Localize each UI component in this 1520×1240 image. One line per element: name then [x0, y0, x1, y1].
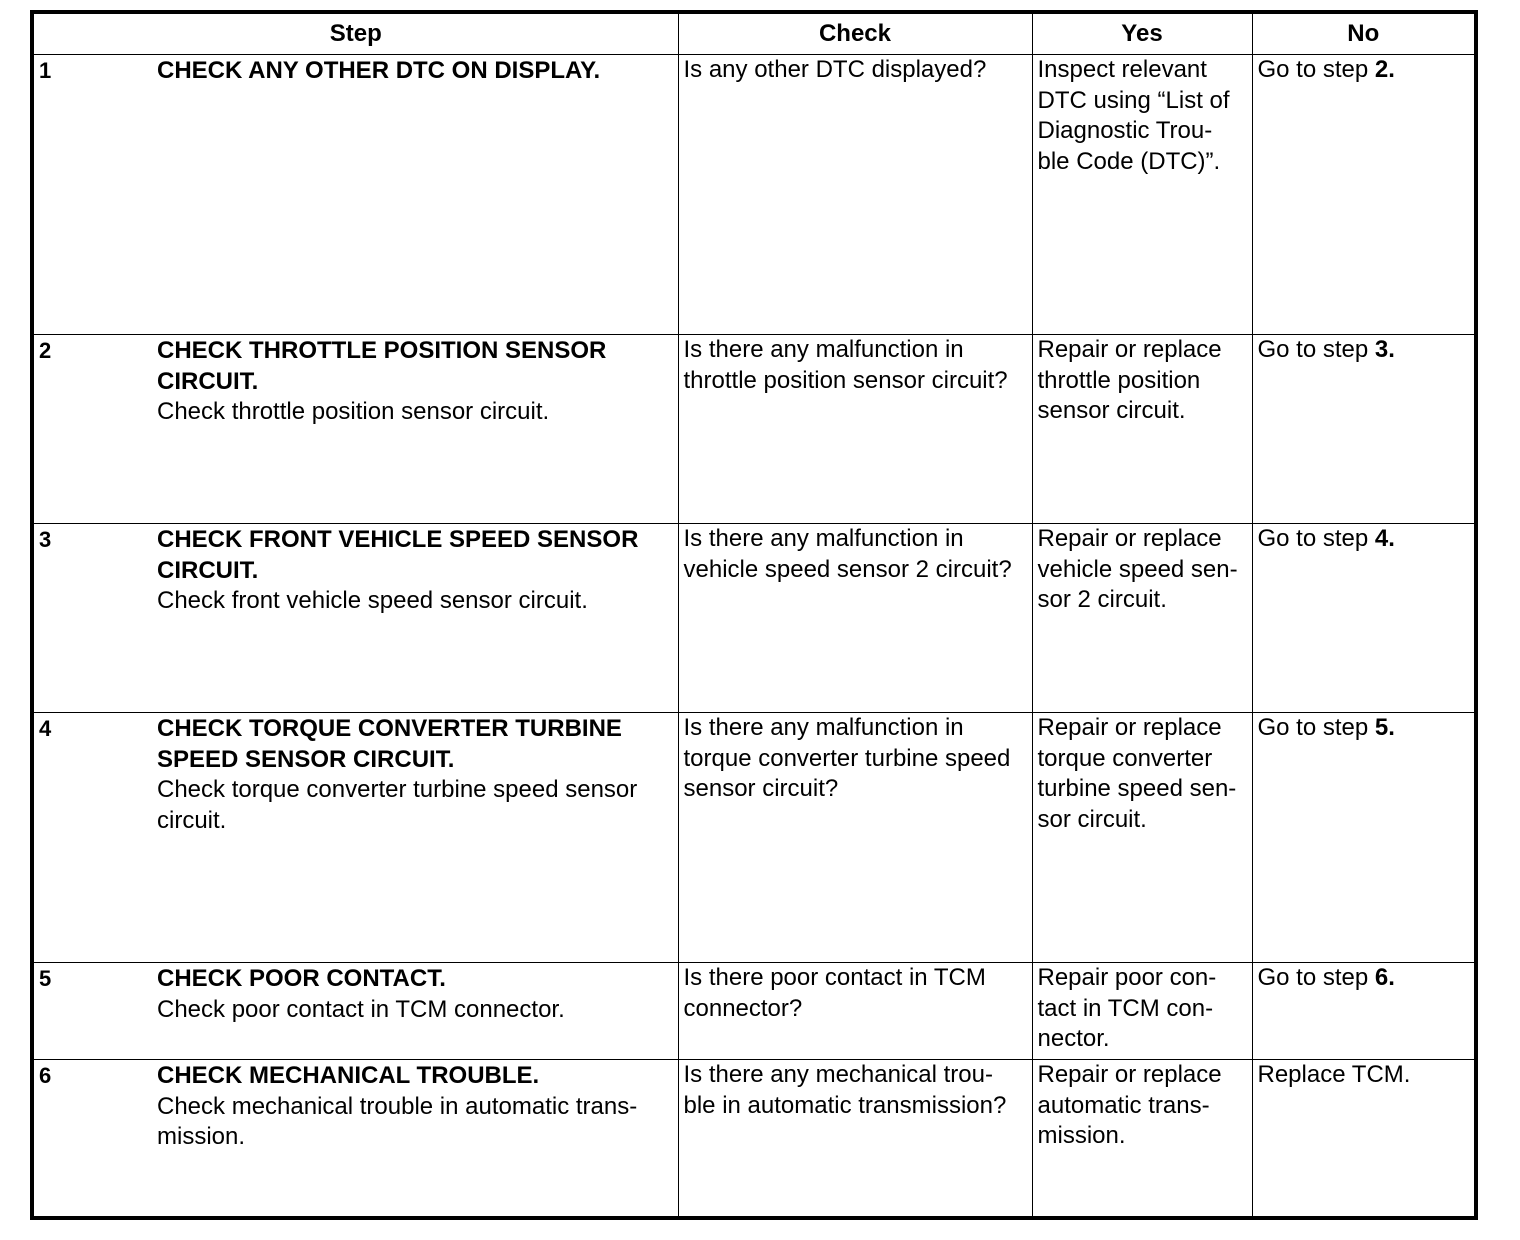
no-text: Go to step: [1257, 525, 1375, 552]
step-cell: [32, 1060, 678, 1218]
table-row: [32, 335, 1476, 524]
no-step-ref: 3.: [1374, 336, 1395, 363]
yes-cell: Repair or replace automatic trans- mission.: [1032, 1060, 1252, 1218]
step-title: CHECK ANY OTHER DTC ON DISPLAY.: [157, 57, 601, 84]
step-description: Check front vehicle speed sensor circuit.: [157, 587, 588, 614]
step-cell: [32, 524, 678, 713]
no-cell: [1252, 524, 1476, 713]
header-no: No: [1252, 12, 1476, 55]
no-step-ref: 2.: [1374, 56, 1395, 83]
step-cell: [32, 55, 678, 335]
step-description: Check poor contact in TCM connector.: [157, 995, 565, 1023]
header-yes: Yes: [1032, 12, 1252, 55]
step-number: 1: [39, 58, 52, 83]
table-row: [32, 1060, 1476, 1218]
no-cell: [1252, 335, 1476, 524]
step-title: CHECK FRONT VEHICLE SPEED SENSOR CIRCUIT.: [157, 526, 639, 584]
step-number: 6: [39, 1063, 52, 1088]
no-cell: [1252, 963, 1476, 1060]
step-cell: [32, 963, 678, 1060]
check-cell: Is there poor contact in TCM connector?: [678, 963, 1032, 1060]
yes-cell: Inspect relevant DTC using “List of Diagnostic Trou- ble Code (DTC)”.: [1032, 55, 1252, 335]
no-cell: [1252, 55, 1476, 335]
no-text: Go to step: [1257, 964, 1375, 991]
no-cell: [1252, 1060, 1476, 1218]
no-cell: [1252, 713, 1476, 963]
yes-cell: Repair poor con- tact in TCM con- nector.: [1032, 963, 1252, 1060]
no-text: Go to step: [1257, 714, 1375, 741]
no-step-ref: 5.: [1374, 714, 1395, 741]
step-cell: [32, 335, 678, 524]
check-cell: Is there any malfunction in throttle position sensor circuit?: [678, 335, 1032, 524]
header-row: [32, 12, 1476, 55]
check-cell: Is any other DTC displayed?: [678, 55, 1032, 335]
step-number: 4: [39, 716, 52, 741]
header-check: Check: [678, 12, 1032, 55]
check-cell: Is there any malfunction in torque converter turbine speed sensor circuit?: [678, 713, 1032, 963]
step-description: Check torque converter turbine speed sensor circuit.: [157, 776, 638, 834]
no-step-ref: 6.: [1374, 964, 1395, 991]
header-step: Step: [32, 12, 678, 55]
table-row: [32, 963, 1476, 1060]
step-cell: [32, 713, 678, 963]
yes-cell: Repair or replace throttle position sensor circuit.: [1032, 335, 1252, 524]
step-number: 5: [39, 966, 52, 991]
no-text: Replace TCM.: [1257, 1061, 1411, 1088]
step-number: 3: [39, 527, 52, 552]
no-step-ref: 4.: [1374, 525, 1395, 552]
step-title: CHECK TORQUE CONVERTER TURBINE SPEED SENSOR CIRCUIT.: [157, 715, 622, 773]
check-cell: Is there any mechanical trou- ble in automatic transmission?: [678, 1060, 1032, 1218]
no-text: Go to step: [1257, 336, 1375, 363]
yes-cell: Repair or replace torque converter turbine speed sen- sor circuit.: [1032, 713, 1252, 963]
step-description: Check mechanical trouble in automatic trans- mission.: [157, 1092, 638, 1150]
step-title: CHECK POOR CONTACT.: [157, 965, 446, 992]
table-row: [32, 524, 1476, 713]
no-text: Go to step: [1257, 56, 1375, 83]
step-title: CHECK THROTTLE POSITION SENSOR CIRCUIT.: [157, 337, 607, 395]
check-cell: Is there any malfunction in vehicle speed sensor 2 circuit?: [678, 524, 1032, 713]
table-row: [32, 713, 1476, 963]
diagnostic-table: [30, 10, 1478, 1220]
step-number: 2: [39, 338, 52, 363]
step-description: Check throttle position sensor circuit.: [157, 398, 550, 425]
table-row: [32, 55, 1476, 335]
yes-cell: Repair or replace vehicle speed sen- sor 2 circuit.: [1032, 524, 1252, 713]
step-title: CHECK MECHANICAL TROUBLE.: [157, 1062, 540, 1089]
